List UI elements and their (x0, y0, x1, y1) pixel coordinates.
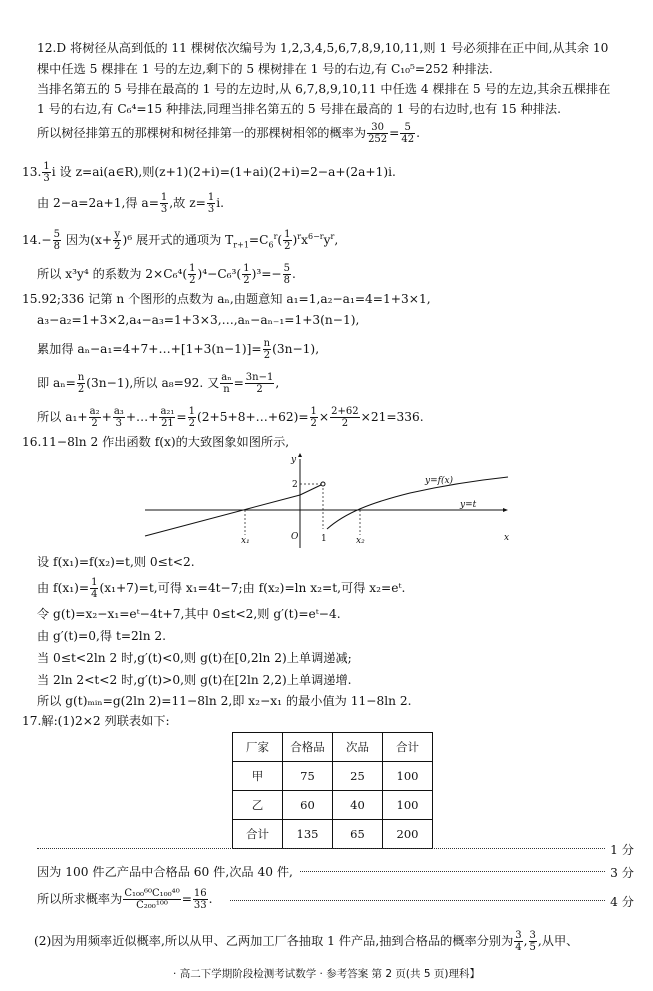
dotted-leader (300, 871, 605, 872)
x-axis-label: x (504, 533, 510, 543)
dotted-leader (230, 900, 605, 901)
origin-label: O (291, 532, 299, 542)
page-footer: · 高二下学期阶段检测考试数学 · 参考答案 第 2 页(共 5 页)理科】 (173, 968, 480, 980)
table-row: 甲 75 25 100 (233, 762, 433, 791)
tick-1: 1 (321, 534, 327, 544)
function-graph (140, 453, 520, 553)
tick-2: 2 (292, 480, 298, 490)
q16-line-6: 当 0≤t<2ln 2 时,g′(t)<0,则 g(t)在[0,2ln 2)上单调递减; (37, 651, 352, 665)
x-arrow (503, 508, 508, 512)
fraction: $\frac{5}{42}$ (401, 122, 415, 145)
q13-line-2: 由 2−a=2a+1,得 a= $\frac{1}{3}$ ,故 z= $\frac{1}{3}$ i. (37, 192, 225, 215)
q15-line-4: 即 aₙ= $\frac{n}{2}$ (3n−1),所以 a₈=92. 又 $\frac{\text{aₙ}}{n}$ = $\frac{3n-1}{2}$ , (37, 372, 280, 395)
q14-line-1: 14.− $\frac{5}{8}$ 因为(x+ $\frac{y}{2}$ )⁶ 展开式的通项为 $T_{r+1}=C_6^r$( $\frac{1}{2}$ )$^rx^{6-r}y^r$, (22, 229, 339, 252)
q12-line-5: 所以树径排第五的那棵树和树径排第一的那棵树相邻的概率为 $\frac{30}{252}$ = $\frac{5}{42}$ . (37, 122, 420, 145)
score-2: 3 分 (610, 866, 634, 880)
fx-label: y=f(x) (425, 476, 454, 486)
q16-line-1: 16.11−8ln 2 作出函数 f(x)的大致图象如图所示, (22, 435, 290, 449)
fraction: $\frac{30}{252}$ (368, 122, 388, 145)
q17-line-4: (2)因为用频率近似概率,所以从甲、乙两加工厂各抽取 1 件产品,抽到合格品的概率分别为 $\frac{3}{4}$ , $\frac{3}{5}$ ,从甲、 (34, 930, 579, 953)
q17-line-3: 所以所求概率为 $\frac{\text{C₁₀₀⁶⁰C₁₀₀⁴⁰}}{\text{C₂₀₀¹⁰⁰}}$ = $\frac{16}{33}$ . (37, 888, 213, 911)
q14-line-2: 所以 x³y⁴ 的系数为 2×C₆⁴( $\frac{1}{2}$ )⁴−C₆³( $\frac{1}{2}$ )³=− $\frac{5}{8}$ . (37, 263, 296, 286)
table-row: 乙 60 40 100 (233, 791, 433, 820)
q16-line-8: 所以 g(t)ₘᵢₙ=g(2ln 2)=11−8ln 2,即 x₂−x₁ 的最小值为 11−8ln 2. (37, 694, 412, 708)
q12-line-3: 当排名第五的 5 号排在最高的 1 号的左边时,从 6,7,8,9,10,11 中任选 4 棵排在 5 号的左边,其余五棵排在 (37, 82, 611, 96)
q17-line-1: 17.解:(1)2×2 列联表如下: (22, 714, 170, 728)
q13-line-1: 13. $\frac{1}{3}$ i 设 z=ai(a∈R),则(z+1)(2+i)=(1+ai)(2+i)=2−a+(2a+1)i. (22, 161, 396, 184)
q15-line-3: 累加得 aₙ−a₁=4+7+…+[1+3(n−1)]= $\frac{n}{2}$ (3n−1), (37, 338, 320, 361)
q15-line-2: a₃−a₂=1+3×2,a₄−a₃=1+3×3,…,aₙ−aₙ₋₁=1+3(n−1), (37, 313, 360, 327)
q16-line-7: 当 2ln 2<t<2 时,g′(t)>0,则 g(t)在[2ln 2,2)上单调递增. (37, 673, 352, 687)
y-arrow (298, 453, 302, 457)
q16-line-5: 由 g′(t)=0,得 t=2ln 2. (37, 629, 167, 643)
q17-line-2: 因为 100 件乙产品中合格品 60 件,次品 40 件, (37, 865, 293, 879)
y-axis-label: y (291, 455, 297, 465)
q15-line-1: 15.92;336 记第 n 个图形的点数为 aₙ,由题意知 a₁=1,a₂−a₁=4=1+3×1, (22, 292, 431, 306)
dotted-leader (37, 848, 605, 849)
linear-branch (145, 495, 300, 536)
x2-label: x₂ (356, 536, 365, 546)
score-1: 1 分 (610, 843, 634, 857)
q12-line-1: 12.D 将树径从高到低的 11 棵树依次编号为 1,2,3,4,5,6,7,8,9,10,11,则 1 号必须排在正中间,从其余 10 (37, 41, 609, 55)
x1-label: x₁ (241, 536, 250, 546)
log-branch (327, 477, 508, 529)
q16-line-2: 设 f(x₁)=f(x₂)=t,则 0≤t<2. (37, 555, 195, 569)
table-row: 合计 135 65 200 (233, 820, 433, 849)
q12-line-2: 棵中任选 5 棵排在 1 号的左边,剩下的 5 棵树排在 1 号的右边,有 C₁₀⁵=252 种排法. (37, 62, 493, 76)
q16-line-4: 令 g(t)=x₂−x₁=eᵗ−4t+7,其中 0≤t<2,则 g′(t)=eᵗ−4. (37, 607, 341, 621)
q12-line-4: 1 号的右边,有 C₆⁴=15 种排法,同理当排名第五的 5 号排在最高的 1 号的右边时,也有 15 种排法. (37, 102, 561, 116)
score-3: 4 分 (610, 895, 634, 909)
q12-text: 所以树径排第五的那棵树和树径排第一的那棵树相邻的概率为 (37, 126, 367, 140)
contingency-table (232, 732, 433, 849)
linear-branch (300, 484, 323, 495)
yt-label: y=t (460, 500, 477, 510)
q16-line-3: 由 f(x₁)= $\frac{1}{4}$ (x₁+7)=t,可得 x₁=4t−7;由 f(x₂)=ln x₂=t,可得 x₂=eᵗ. (37, 577, 406, 600)
table-header: 厂家 合格品 次品 合计 (233, 733, 433, 762)
open-point (321, 482, 325, 486)
q15-line-5: 所以 a₁+ $\frac{\text{a₂}}{2}$ + $\frac{\text{a₃}}{3}$ +…+ $\frac{\text{a₂₁}}{21}$ = $\frac{1}{2}$ (2+5+8+…+62)= $\frac{1}{2}$ × $\frac{2+62}{2}$ ×21=336. (37, 406, 424, 429)
